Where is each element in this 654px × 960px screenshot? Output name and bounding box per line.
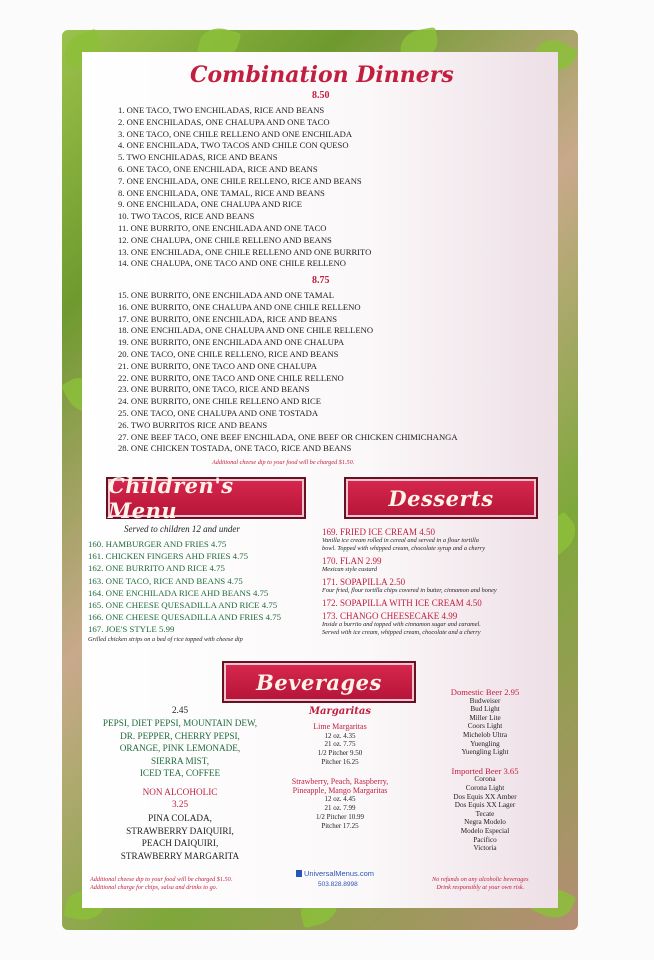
combination-item: 16. ONE BURRITO, ONE CHALUPA AND ONE CHILE RELLENO — [118, 301, 361, 312]
imported-beer: Pacifico — [473, 835, 497, 844]
dessert-name: 170. FLAN 2.99 — [322, 556, 382, 566]
domestic-title: Domestic Beer 2.95 — [450, 687, 520, 697]
fruit-price: 21 oz. 7.99 — [324, 804, 356, 813]
fruit-price: Pitcher 17.25 — [321, 821, 359, 830]
fruit-title — [270, 778, 410, 796]
dessert-desc: Vanilla ice cream rolled in cereal and served in a flour tortilla — [322, 537, 479, 544]
footer-left-line: Additional charge for chips, salsa and drinks to go. — [90, 884, 218, 891]
dessert-desc: bowl. Topped with whipped cream, chocolate syrup and a cherry — [322, 545, 486, 552]
footer-right — [432, 876, 529, 892]
footer-right-line: Drink responsibly at your own risk. — [436, 884, 525, 891]
lime-price: 21 oz. 7.75 — [324, 740, 356, 749]
desserts-title: Desserts — [388, 485, 494, 511]
soda-item: DR. PEPPER, CHERRY PEPSI, — [120, 730, 240, 741]
domestic-beer: Yuengling Light — [461, 748, 509, 757]
fruit-title-line: Strawberry, Peach, Raspberry, — [291, 776, 389, 786]
combination-item: 2. ONE ENCHILADAS, ONE CHALUPA AND ONE TACO — [118, 116, 330, 127]
imported-beer: Negra Modelo — [464, 818, 506, 827]
imported-list — [430, 775, 540, 852]
combination-list-2 — [118, 290, 458, 455]
children-title: Children's Menu — [108, 473, 234, 523]
combination-item: 7. ONE ENCHILADA, ONE CHILE RELLENO, RICE AND BEANS — [118, 175, 362, 186]
combination-item: 1. ONE TACO, TWO ENCHILADAS, RICE AND BEANS — [118, 105, 325, 115]
dessert-desc: Served with ice cream, whipped cream, chocolate and a cherry — [322, 629, 481, 636]
combination-item: 12. ONE CHALUPA, ONE CHILE RELLENO AND BEANS — [118, 234, 332, 245]
lime-prices — [270, 732, 410, 767]
margaritas-column — [270, 708, 410, 831]
combination-price-1: 8.50 — [312, 90, 330, 101]
imported-beer: Dos Equis XX Lager — [454, 801, 516, 810]
domestic-list — [430, 697, 540, 757]
combination-item: 22. ONE BURRITO, ONE TACO AND ONE CHILE RELLENO — [118, 372, 344, 383]
soda-list — [80, 717, 280, 780]
combination-item: 18. ONE ENCHILADA, ONE CHALUPA AND ONE CHILE RELLENO — [118, 325, 374, 336]
domestic-beer: Coors Light — [467, 722, 503, 731]
combination-item: 15. ONE BURRITO, ONE ENCHILADA AND ONE TAMAL — [118, 290, 334, 300]
imported-beer: Modelo Especial — [460, 826, 510, 835]
fruit-price: 1/2 Pitcher 10.99 — [315, 812, 365, 821]
soda-item: PEPSI, DIET PEPSI, MOUNTAIN DEW, — [102, 718, 258, 728]
combination-item: 19. ONE BURRITO, ONE ENCHILADA AND ONE CHALUPA — [118, 337, 345, 348]
lime-price: 12 oz. 4.35 — [324, 731, 356, 740]
combination-item: 28. ONE CHICKEN TOSTADA, ONE TACO, RICE AND BEANS — [118, 443, 352, 454]
imported-beer: Dos Equis XX Amber — [453, 792, 517, 801]
combination-item: 27. ONE BEEF TACO, ONE BEEF ENCHILADA, ONE BEEF OR CHICKEN CHIMICHANGA — [118, 431, 458, 442]
combination-item: 21. ONE BURRITO, ONE TACO AND ONE CHALUPA — [118, 360, 317, 371]
dessert-item — [322, 577, 497, 595]
dessert-item — [322, 598, 497, 608]
combination-list-1 — [118, 105, 371, 270]
combination-item: 23. ONE BURRITO, ONE TACO, RICE AND BEANS — [118, 384, 310, 395]
domestic-beer: Bud Light — [470, 705, 500, 714]
combination-item: 9. ONE ENCHILADA, ONE CHALUPA AND RICE — [118, 199, 302, 210]
children-item: 161. CHICKEN FINGERS AHD FRIES 4.75 — [88, 551, 249, 562]
combination-price-2: 8.75 — [312, 275, 330, 286]
non-alcoholic-title: NON ALCOHOLIC — [142, 787, 218, 797]
non-alcoholic-item: PEACH DAIQUIRI, — [141, 838, 219, 848]
dessert-name: 169. FRIED ICE CREAM 4.50 — [322, 527, 436, 537]
soda-item: SIERRA MIST, — [150, 755, 210, 766]
soda-item: ICED TEA, COFFEE — [139, 768, 221, 778]
combination-item: 20. ONE TACO, ONE CHILE RELLENO, RICE AND BEANS — [118, 348, 339, 359]
brand-text: UniversalMenus.com — [304, 869, 375, 878]
children-item: 162. ONE BURRITO AND RICE 4.75 — [88, 563, 225, 574]
combination-item: 6. ONE TACO, ONE ENCHILADA, RICE AND BEANS — [118, 163, 318, 174]
domestic-beer: Michelob Ultra — [462, 730, 508, 739]
joes-style-desc: Grilled chicken strips on a bed of rice topped with cheese dip — [88, 636, 243, 643]
imported-beer: Victoria — [473, 844, 497, 853]
footer-right-line: No refunds on any alcoholic beverages — [432, 876, 529, 883]
combination-item: 26. TWO BURRITOS RICE AND BEANS — [118, 419, 268, 430]
dessert-item — [322, 556, 497, 574]
brand-icon — [296, 870, 302, 877]
children-item: 166. ONE CHEESE QUESADILLA AND FRIES 4.75 — [88, 612, 282, 623]
beverages-banner — [222, 661, 416, 703]
non-alcoholic-price: 3.25 — [171, 799, 189, 809]
non-alcoholic-item: STRAWBERRY MARGARITA — [120, 850, 240, 861]
combination-item: 14. ONE CHALUPA, ONE TACO AND ONE CHILE RELLENO — [118, 258, 346, 269]
combination-item: 4. ONE ENCHILADA, TWO TACOS AND CHILE CON QUESO — [118, 140, 349, 151]
lime-price: Pitcher 16.25 — [321, 757, 359, 766]
imported-beer: Corona — [474, 775, 496, 784]
lime-title: Lime Margaritas — [313, 721, 367, 731]
imported-title: Imported Beer 3.65 — [451, 765, 519, 776]
imported-beer: Tecate — [475, 809, 495, 818]
children-item: 163. ONE TACO, RICE AND BEANS 4.75 — [88, 575, 243, 586]
imported-beer: Corona Light — [465, 783, 505, 792]
fruit-title-line: Pineapple, Mango Margaritas — [292, 785, 388, 795]
combination-item: 5. TWO ENCHILADAS, RICE AND BEANS — [118, 152, 278, 163]
domestic-beer: Yuengling — [470, 739, 500, 748]
dessert-desc: Inside a burrito and topped with cinnamon sugar and caramel. — [322, 621, 481, 628]
combination-item: 11. ONE BURRITO, ONE ENCHILADA AND ONE TACO — [118, 222, 327, 233]
children-item: 165. ONE CHEESE QUESADILLA AND RICE 4.75 — [88, 600, 278, 611]
fruit-price: 12 oz. 4.45 — [324, 795, 356, 804]
non-alcoholic-list — [80, 812, 280, 862]
brand-phone: 503.828.8998 — [318, 881, 358, 888]
brand-link[interactable] — [296, 869, 374, 878]
combination-item: 24. ONE BURRITO, ONE CHILE RELLENO AND RICE — [118, 396, 321, 407]
desserts-list — [322, 527, 497, 640]
children-banner — [106, 473, 306, 523]
combination-item: 8. ONE ENCHILADA, ONE TAMAL, RICE AND BEANS — [118, 187, 325, 198]
beer-column — [430, 688, 540, 853]
domestic-beer: Budweiser — [469, 696, 501, 705]
dessert-name: 173. CHANGO CHEESECAKE 4.99 — [322, 611, 458, 621]
non-alcoholic-item: STRAWBERRY DAIQUIRI, — [126, 825, 234, 836]
domestic-beer: Miller Lite — [469, 713, 501, 722]
lime-price: 1/2 Pitcher 9.50 — [317, 749, 363, 758]
children-subtitle: Served to children 12 and under — [124, 524, 240, 534]
children-item: 164. ONE ENCHILADA RICE AHD BEANS 4.75 — [88, 587, 269, 598]
combination-note: Additional cheese dip to your food will be charged $1.50. — [212, 459, 355, 466]
footer-left — [90, 876, 232, 892]
soda-price: 2.45 — [171, 705, 189, 715]
margaritas-title: Margaritas — [308, 706, 372, 717]
dessert-desc: Mexican style custard — [322, 566, 378, 573]
dessert-item — [322, 527, 497, 553]
soda-item: ORANGE, PINK LEMONADE, — [119, 743, 241, 753]
beverages-title: Beverages — [256, 669, 382, 695]
desserts-banner — [344, 477, 538, 519]
fruit-prices — [270, 795, 410, 830]
combination-item: 13. ONE ENCHILADA, ONE CHILE RELLENO AND ONE BURRITO — [118, 246, 372, 257]
combination-item: 17. ONE BURRITO, ONE ENCHILADA, RICE AND BEANS — [118, 313, 337, 324]
dessert-desc: Four fried, flour tortilla chips covered in butter, cinnamon and honey — [322, 587, 497, 594]
non-alcoholic-item: PINA COLADA, — [148, 813, 212, 823]
combination-item: 10. TWO TACOS, RICE AND BEANS — [118, 211, 255, 222]
footer-left-line: Additional cheese dip to your food will be charged $1.50. — [90, 876, 233, 883]
dessert-name: 172. SOPAPILLA WITH ICE CREAM 4.50 — [322, 598, 482, 608]
dessert-item — [322, 611, 497, 637]
dessert-name: 171. SOPAPILLA 2.50 — [322, 577, 406, 587]
combination-item: 25. ONE TACO, ONE CHALUPA AND ONE TOSTADA — [118, 407, 319, 418]
children-item: 167. JOE'S STYLE 5.99 — [88, 624, 175, 635]
children-item: 160. HAMBURGER AND FRIES 4.75 — [88, 539, 227, 549]
children-list — [88, 538, 281, 636]
combination-item: 3. ONE TACO, ONE CHILE RELLENO AND ONE ENCHILADA — [118, 128, 353, 139]
combination-title: Combination Dinners — [190, 62, 454, 88]
